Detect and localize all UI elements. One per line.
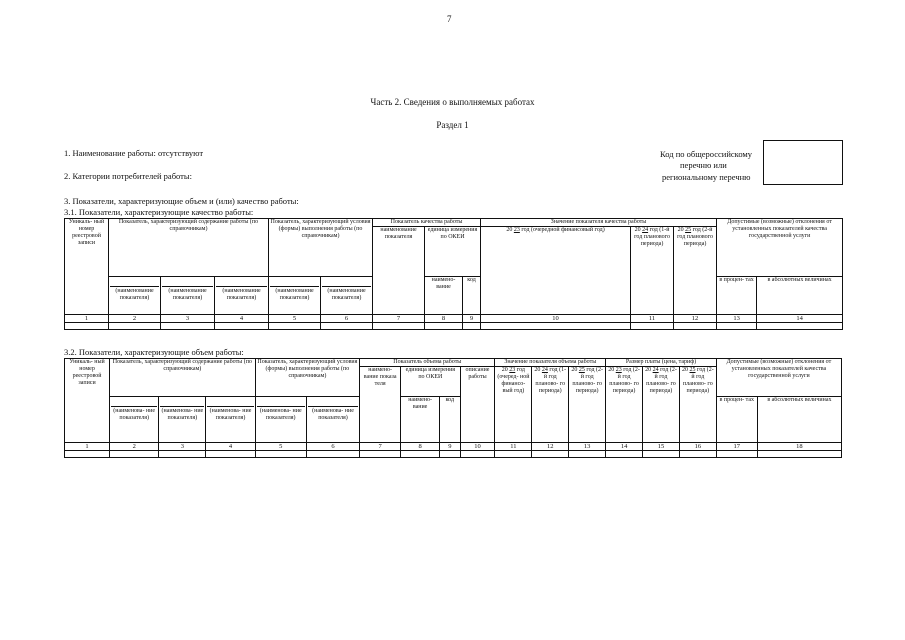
header-unit-code: код bbox=[463, 277, 481, 315]
code-label-line3: региональному перечню bbox=[662, 172, 751, 182]
header-indicator-name: наимено- вание показа теля bbox=[360, 367, 401, 443]
header-year-1: 20 24 год (1-й год планового периода) bbox=[631, 227, 674, 315]
data-cell[interactable] bbox=[110, 451, 159, 458]
column-number: 7 bbox=[373, 315, 425, 323]
header-sub-name-5: (наименова- ние показателя) bbox=[306, 397, 359, 443]
data-cell[interactable] bbox=[532, 451, 569, 458]
part-title: Часть 2. Сведения о выполняемых работах bbox=[370, 97, 535, 107]
column-number: 6 bbox=[321, 315, 373, 323]
header-quality: Показатель качества работы bbox=[373, 219, 481, 227]
header-content: Показатель, характеризующий содержание работы (по справочникам) bbox=[110, 359, 256, 397]
column-number: 9 bbox=[463, 315, 481, 323]
data-cell[interactable] bbox=[425, 323, 463, 330]
header-volume: Показатель объема работы bbox=[360, 359, 495, 367]
data-cell[interactable] bbox=[757, 323, 843, 330]
header-year-0: 20 23 год (очередной финансовый год) bbox=[481, 227, 631, 315]
header-sub-name-1: (наименование показателя) bbox=[109, 277, 161, 315]
section-3-1-heading: 3.1. Показатели, характеризующие качество работы: bbox=[64, 207, 254, 217]
header-price-year-1: 20 24 год (2-й год планово- го периода) bbox=[643, 367, 680, 443]
data-cell[interactable] bbox=[306, 451, 359, 458]
consumers-category: 2. Категории потребителей работы: bbox=[64, 171, 192, 181]
header-description: описание работы bbox=[460, 367, 495, 443]
quality-table bbox=[64, 218, 843, 330]
header-unit-name: наимено- вание bbox=[425, 277, 463, 315]
column-number: 1 bbox=[65, 443, 110, 451]
column-number: 8 bbox=[401, 443, 440, 451]
header-sub-name-4: (наименова- ние показателя) bbox=[255, 397, 306, 443]
header-content: Показатель, характеризующий содержание работы (по справочникам) bbox=[109, 219, 269, 277]
header-percent: в процен- тах bbox=[717, 277, 757, 315]
work-name: 1. Наименование работы: отсутствуют bbox=[64, 148, 204, 158]
column-number: 5 bbox=[269, 315, 321, 323]
data-cell[interactable] bbox=[321, 323, 373, 330]
column-number: 1 bbox=[65, 315, 109, 323]
code-label-line1: Код по общероссийскому bbox=[660, 149, 753, 159]
data-cell[interactable] bbox=[215, 323, 269, 330]
column-number: 14 bbox=[757, 315, 843, 323]
data-cell[interactable] bbox=[255, 451, 306, 458]
column-number: 15 bbox=[643, 443, 680, 451]
header-unit-name: наимено- вание bbox=[401, 397, 440, 443]
data-cell[interactable] bbox=[460, 451, 495, 458]
header-price-year-2: 20 25 год (2-й год планово- го периода) bbox=[679, 367, 716, 443]
header-price: Размер платы (цена, тариф) bbox=[606, 359, 717, 367]
header-unit: единица измерения по ОКЕИ bbox=[401, 367, 460, 397]
column-number: 8 bbox=[425, 315, 463, 323]
header-value-year-0: 20 23 год (очеред- ной финансо- вый год) bbox=[495, 367, 532, 443]
data-cell[interactable] bbox=[631, 323, 674, 330]
column-number: 2 bbox=[109, 315, 161, 323]
header-unit: единица измерения по ОКЕИ bbox=[425, 227, 481, 277]
data-cell[interactable] bbox=[269, 323, 321, 330]
data-cell[interactable] bbox=[569, 451, 606, 458]
column-number: 10 bbox=[481, 315, 631, 323]
data-cell[interactable] bbox=[65, 451, 110, 458]
page-number: 7 bbox=[447, 14, 452, 24]
data-cell[interactable] bbox=[679, 451, 716, 458]
header-absolute: в абсолютных величинах bbox=[757, 277, 843, 315]
column-number: 3 bbox=[159, 443, 206, 451]
data-cell[interactable] bbox=[109, 323, 161, 330]
data-cell[interactable] bbox=[373, 323, 425, 330]
column-number: 10 bbox=[460, 443, 495, 451]
data-cell[interactable] bbox=[161, 323, 215, 330]
data-cell[interactable] bbox=[716, 451, 757, 458]
data-cell[interactable] bbox=[495, 451, 532, 458]
header-conditions: Показатель, характеризующий условия (формы) выполнения работы (по справочникам) bbox=[269, 219, 373, 277]
header-year-2: 20 25 год (2-й год планового периода) bbox=[674, 227, 717, 315]
column-number: 11 bbox=[495, 443, 532, 451]
column-number: 12 bbox=[674, 315, 717, 323]
header-sub-name-1: (наименова- ние показателя) bbox=[110, 397, 159, 443]
header-unit-code: код bbox=[440, 397, 460, 443]
header-unique-number: Уникаль- ный номер реестровой записи bbox=[65, 219, 109, 315]
header-sub-name-3: (наименование показателя) bbox=[215, 277, 269, 315]
data-cell[interactable] bbox=[463, 323, 481, 330]
data-cell[interactable] bbox=[440, 451, 460, 458]
column-number: 12 bbox=[532, 443, 569, 451]
section-title: Раздел 1 bbox=[436, 120, 469, 130]
header-price-year-0: 20 23 год (2-й год планово- го периода) bbox=[606, 367, 643, 443]
header-value: Значение показателя качества работы bbox=[481, 219, 717, 227]
volume-table bbox=[64, 358, 842, 458]
data-cell[interactable] bbox=[757, 451, 841, 458]
header-percent: в процен- тах bbox=[716, 397, 757, 443]
column-number: 13 bbox=[569, 443, 606, 451]
column-number: 16 bbox=[679, 443, 716, 451]
header-indicator-name: наименование показателя bbox=[373, 227, 425, 315]
data-cell[interactable] bbox=[606, 451, 643, 458]
column-number: 6 bbox=[306, 443, 359, 451]
column-number: 7 bbox=[360, 443, 401, 451]
data-cell[interactable] bbox=[65, 323, 109, 330]
header-sub-name-2: (наименова- ние показателя) bbox=[159, 397, 206, 443]
header-value-year-2: 20 25 год (2-й год планово- го периода) bbox=[569, 367, 606, 443]
column-number: 17 bbox=[716, 443, 757, 451]
column-number: 14 bbox=[606, 443, 643, 451]
section-3-2-heading: 3.2. Показатели, характеризующие объем работы: bbox=[64, 347, 244, 357]
header-value: Значение показателя объема работы bbox=[495, 359, 606, 367]
column-number: 4 bbox=[215, 315, 269, 323]
data-cell[interactable] bbox=[674, 323, 717, 330]
data-cell[interactable] bbox=[401, 451, 440, 458]
column-number: 3 bbox=[161, 315, 215, 323]
code-box[interactable] bbox=[763, 140, 843, 185]
header-unique-number: Уникаль- ный номер реестровой записи bbox=[65, 359, 110, 443]
header-deviation: Допустимые (возможные) отклонения от установленных показателей качества государственной услуги bbox=[716, 359, 841, 397]
column-number: 5 bbox=[255, 443, 306, 451]
header-sub-name-3: (наименова- ние показателя) bbox=[206, 397, 255, 443]
data-cell[interactable] bbox=[717, 323, 757, 330]
header-absolute: в абсолютных величинах bbox=[757, 397, 841, 443]
header-deviation: Допустимые (возможные) отклонения от установленных показателей качества государственной услуги bbox=[717, 219, 843, 277]
header-value-year-1: 20 24 год (1-й год планово- го периода) bbox=[532, 367, 569, 443]
column-number: 2 bbox=[110, 443, 159, 451]
header-sub-name-5: (наименование показателя) bbox=[321, 277, 373, 315]
column-number: 11 bbox=[631, 315, 674, 323]
code-label-line2: перечню или bbox=[680, 160, 727, 170]
data-cell[interactable] bbox=[206, 451, 255, 458]
column-number: 13 bbox=[717, 315, 757, 323]
column-number: 4 bbox=[206, 443, 255, 451]
data-cell[interactable] bbox=[159, 451, 206, 458]
column-number: 18 bbox=[757, 443, 841, 451]
data-cell[interactable] bbox=[481, 323, 631, 330]
header-conditions: Показатель, характеризующий условия (формы) выполнения работы (по справочникам) bbox=[255, 359, 360, 397]
column-number: 9 bbox=[440, 443, 460, 451]
header-sub-name-4: (наименование показателя) bbox=[269, 277, 321, 315]
section-3-heading: 3. Показатели, характеризующие объем и (или) качество работы: bbox=[64, 196, 299, 206]
header-sub-name-2: (наименование показателя) bbox=[161, 277, 215, 315]
data-cell[interactable] bbox=[360, 451, 401, 458]
data-cell[interactable] bbox=[643, 451, 680, 458]
